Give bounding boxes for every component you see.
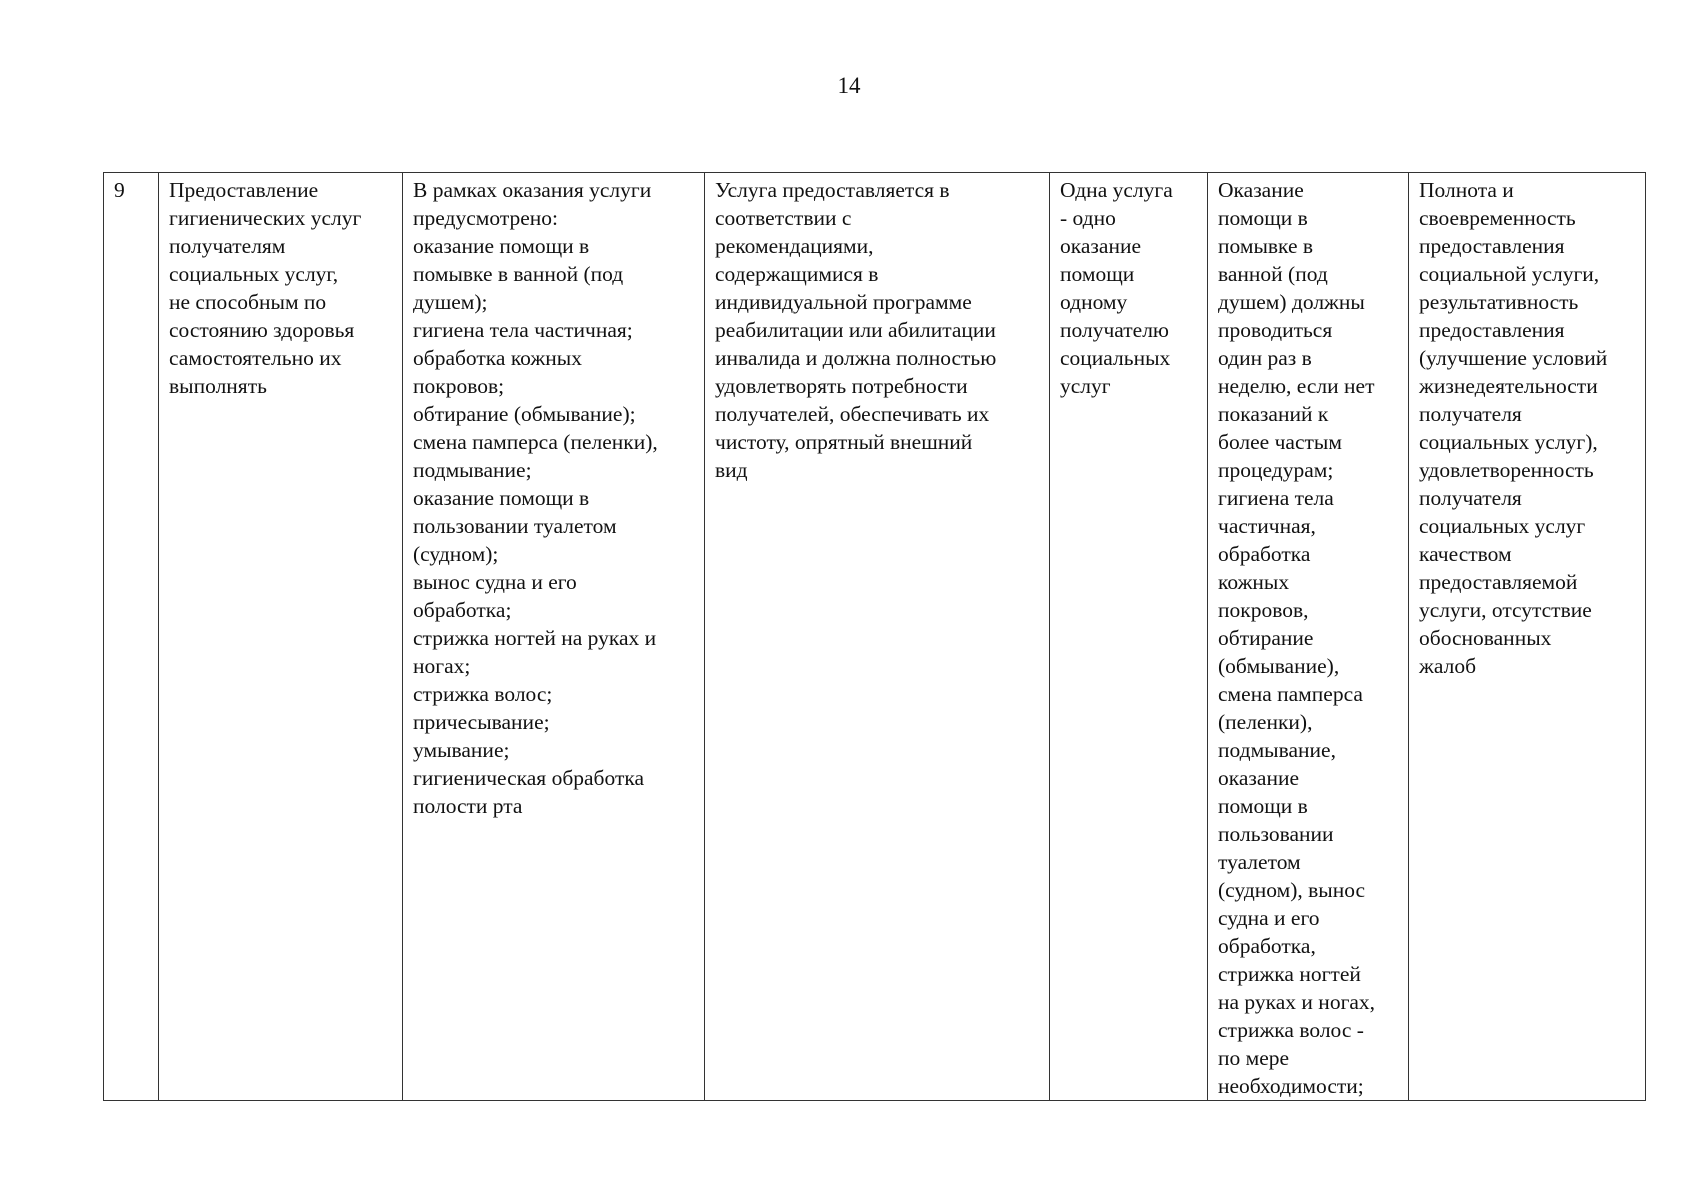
page-number: 14 xyxy=(837,73,861,98)
cell-service-schedule: Оказание помощи в помывке в ванной (под душем) должны проводиться один раз в неделю, если нет показаний к более частым процедурам; гигиена тела частичная, обработка кожных покровов, обтирание (обмывание), смена памперса (пеленки), подмывание, оказание помощи в пользовании туалетом (судном), вынос судна и его обработка, стрижка ногтей на руках и ногах, стрижка волос - по мере необходимости; xyxy=(1208,173,1409,1101)
cell-service-conditions: Услуга предоставляется в соответствии с рекомендациями, содержащимися в индивидуальной программе реабилитации или абилитации инвалида и должна полностью удовлетворять потребности получателей, обеспечивать их чистоту, опрятный внешний вид xyxy=(705,173,1050,1101)
cell-service-unit: Одна услуга - одно оказание помощи одному получателю социальных услуг xyxy=(1050,173,1208,1101)
cell-row-number: 9 xyxy=(104,173,159,1101)
services-table xyxy=(103,172,1646,1101)
cell-service-quality: Полнота и своевременность предоставления социальной услуги, результативность предоставления (улучшение условий жизнедеятельности получателя социальных услуг), удовлетворенность получателя социальных услуг качеством предоставляемой услуги, отсутствие обоснованных жалоб xyxy=(1409,173,1646,1101)
table-row xyxy=(104,173,1646,1101)
cell-service-name: Предоставление гигиенических услуг получателям социальных услуг, не способным по состоянию здоровья самостоятельно их выполнять xyxy=(159,173,403,1101)
cell-service-content: В рамках оказания услуги предусмотрено: оказание помощи в помывке в ванной (под душем); гигиена тела частичная; обработка кожных покровов; обтирание (обмывание); смена памперса (пеленки), подмывание; оказание помощи в пользовании туалетом (судном); вынос судна и его обработка; стрижка ногтей на руках и ногах; стрижка волос; причесывание; умывание; гигиеническая обработка полости рта xyxy=(403,173,705,1101)
